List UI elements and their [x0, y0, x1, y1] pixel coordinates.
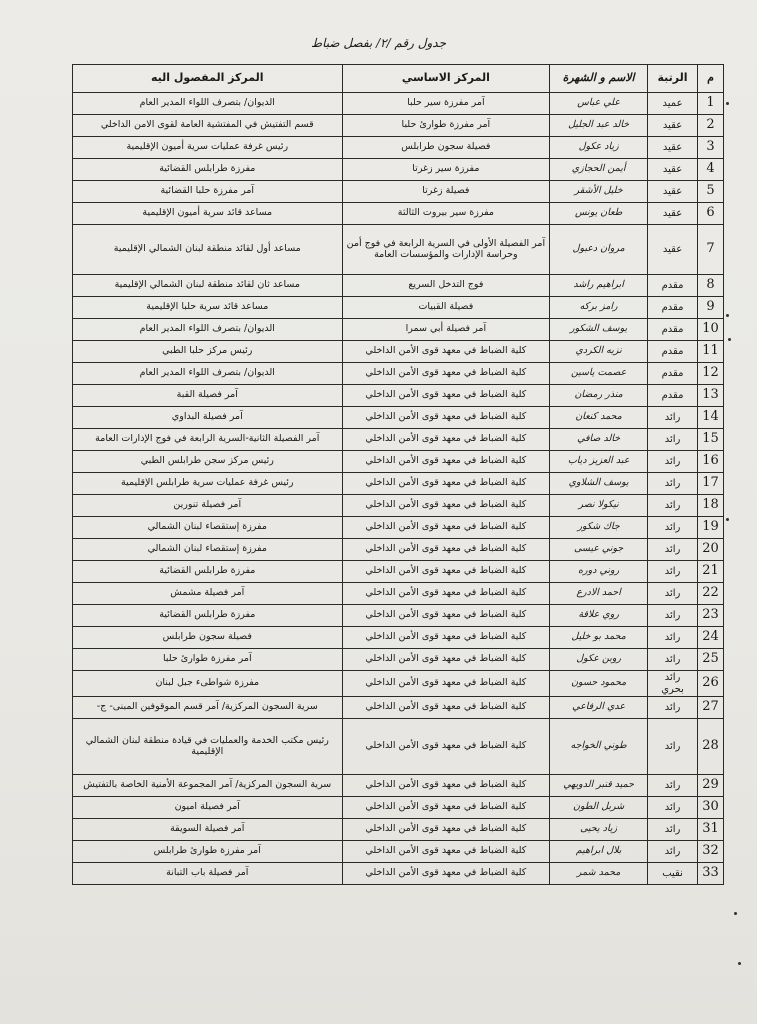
cell-dest: مساعد قائد سرية أميون الإقليمية	[73, 203, 343, 225]
cell-rank: رائد	[648, 627, 698, 649]
table-row	[73, 583, 724, 605]
table-row	[73, 649, 724, 671]
cell-rank: نقيب	[648, 863, 698, 885]
cell-base: كلية الضباط في معهد قوى الأمن الداخلي	[342, 385, 550, 407]
cell-dest: مفرزة طرابلس القضائية	[73, 605, 343, 627]
cell-base: فصيلة القبيات	[342, 297, 550, 319]
cell-base: كلية الضباط في معهد قوى الأمن الداخلي	[342, 627, 550, 649]
cell-dest: فصيلة سجون طرابلس	[73, 627, 343, 649]
cell-name: عدي الرفاعي	[550, 697, 648, 719]
table-row	[73, 203, 724, 225]
cell-name: زياد عكول	[550, 137, 648, 159]
cell-rank: رائد	[648, 495, 698, 517]
cell-dest: مساعد ثان لقائد منطقة لبنان الشمالي الإقليمية	[73, 275, 343, 297]
cell-name: يوسف الشلاوي	[550, 473, 648, 495]
cell-dest: رئيس مركز سجن طرابلس الطبي	[73, 451, 343, 473]
cell-base: آمر مفرزة طوارئ حلبا	[342, 115, 550, 137]
cell-rank: عقيد	[648, 159, 698, 181]
cell-name: مروان دعبول	[550, 225, 648, 275]
table-row	[73, 275, 724, 297]
margin-mark	[726, 518, 729, 521]
cell-rank: رائد	[648, 583, 698, 605]
cell-rank: رائد بحري	[648, 671, 698, 697]
cell-no: 25	[698, 649, 724, 671]
cell-no: 21	[698, 561, 724, 583]
cell-rank: رائد	[648, 517, 698, 539]
cell-rank: رائد	[648, 407, 698, 429]
table-row	[73, 93, 724, 115]
cell-rank: مقدم	[648, 297, 698, 319]
cell-dest: مساعد أول لقائد منطقة لبنان الشمالي الإقليمية	[73, 225, 343, 275]
cell-name: محمد بو خليل	[550, 627, 648, 649]
table-row	[73, 451, 724, 473]
cell-no: 31	[698, 819, 724, 841]
table-row	[73, 517, 724, 539]
cell-dest: آمر مفرزة طوارئ طرابلس	[73, 841, 343, 863]
cell-base: كلية الضباط في معهد قوى الأمن الداخلي	[342, 495, 550, 517]
cell-name: منذر رمضان	[550, 385, 648, 407]
table-row	[73, 225, 724, 275]
cell-name: روني دوره	[550, 561, 648, 583]
cell-dest: آمر فصيلة البداوي	[73, 407, 343, 429]
cell-name: خليل الأشقر	[550, 181, 648, 203]
cell-no: 13	[698, 385, 724, 407]
header-base: المركز الاساسي	[342, 65, 550, 93]
cell-dest: قسم التفتيش في المفتشية العامة لقوى الامن الداخلي	[73, 115, 343, 137]
cell-dest: مساعد قائد سرية حلبا الإقليمية	[73, 297, 343, 319]
table-row	[73, 841, 724, 863]
margin-mark	[728, 338, 731, 341]
cell-rank: رائد	[648, 539, 698, 561]
cell-name: خالد صافي	[550, 429, 648, 451]
cell-base: آمر فصيلة أبي سمرا	[342, 319, 550, 341]
cell-name: علي عباس	[550, 93, 648, 115]
cell-rank: عقيد	[648, 225, 698, 275]
cell-name: ابراهيم راشد	[550, 275, 648, 297]
table-row	[73, 561, 724, 583]
cell-base: كلية الضباط في معهد قوى الأمن الداخلي	[342, 407, 550, 429]
cell-dest: مفرزة طرابلس القضائية	[73, 159, 343, 181]
cell-name: بلال ابراهيم	[550, 841, 648, 863]
cell-base: كلية الضباط في معهد قوى الأمن الداخلي	[342, 649, 550, 671]
table-row	[73, 539, 724, 561]
cell-no: 3	[698, 137, 724, 159]
cell-base: كلية الضباط في معهد قوى الأمن الداخلي	[342, 539, 550, 561]
cell-no: 6	[698, 203, 724, 225]
cell-base: آمر الفصيلة الأولى في السرية الرابعة في فوج أمن وحراسة الإدارات والمؤسسات العامة	[342, 225, 550, 275]
margin-mark	[726, 102, 729, 105]
cell-name: نزيه الكردي	[550, 341, 648, 363]
cell-dest: آمر مفرزة حلبا القضائية	[73, 181, 343, 203]
table-row	[73, 159, 724, 181]
cell-rank: رائد	[648, 451, 698, 473]
header-no: م	[698, 65, 724, 93]
cell-dest: آمر فصيلة تنورين	[73, 495, 343, 517]
table-header-row	[73, 65, 724, 93]
cell-base: كلية الضباط في معهد قوى الأمن الداخلي	[342, 583, 550, 605]
table-row	[73, 407, 724, 429]
cell-rank: عميد	[648, 93, 698, 115]
cell-dest: رئيس مركز حلبا الطبي	[73, 341, 343, 363]
cell-name: عبد العزيز دياب	[550, 451, 648, 473]
cell-rank: مقدم	[648, 385, 698, 407]
cell-no: 24	[698, 627, 724, 649]
cell-base: فوج التدخل السريع	[342, 275, 550, 297]
cell-no: 2	[698, 115, 724, 137]
cell-base: كلية الضباط في معهد قوى الأمن الداخلي	[342, 697, 550, 719]
table-row	[73, 115, 724, 137]
cell-no: 29	[698, 775, 724, 797]
cell-no: 15	[698, 429, 724, 451]
table-row	[73, 181, 724, 203]
cell-no: 16	[698, 451, 724, 473]
header-dest: المركز المفصول اليه	[73, 65, 343, 93]
cell-name: روبن عكول	[550, 649, 648, 671]
cell-no: 20	[698, 539, 724, 561]
cell-base: كلية الضباط في معهد قوى الأمن الداخلي	[342, 451, 550, 473]
cell-base: كلية الضباط في معهد قوى الأمن الداخلي	[342, 473, 550, 495]
cell-base: كلية الضباط في معهد قوى الأمن الداخلي	[342, 517, 550, 539]
cell-dest: مفرزة طرابلس القضائية	[73, 561, 343, 583]
cell-base: كلية الضباط في معهد قوى الأمن الداخلي	[342, 863, 550, 885]
cell-name: طعان يونس	[550, 203, 648, 225]
cell-name: جاك شكور	[550, 517, 648, 539]
table-row	[73, 429, 724, 451]
cell-rank: مقدم	[648, 275, 698, 297]
cell-dest: سرية السجون المركزية/ آمر المجموعة الأمنية الخاصة بالتفتيش	[73, 775, 343, 797]
table-row	[73, 819, 724, 841]
cell-base: كلية الضباط في معهد قوى الأمن الداخلي	[342, 797, 550, 819]
cell-name: نيكولا نصر	[550, 495, 648, 517]
cell-base: فصيلة سجون طرابلس	[342, 137, 550, 159]
cell-rank: رائد	[648, 561, 698, 583]
cell-rank: عقيد	[648, 115, 698, 137]
cell-base: كلية الضباط في معهد قوى الأمن الداخلي	[342, 363, 550, 385]
cell-dest: رئيس غرفة عمليات سرية أميون الإقليمية	[73, 137, 343, 159]
cell-rank: رائد	[648, 819, 698, 841]
margin-mark	[726, 314, 729, 317]
document-title: جدول رقم /٢/ بفصل ضباط	[310, 36, 446, 50]
margin-mark	[734, 912, 737, 915]
cell-rank: عقيد	[648, 203, 698, 225]
cell-dest: الديوان/ بتصرف اللواء المدير العام	[73, 363, 343, 385]
cell-dest: مفرزة إستقصاء لبنان الشمالي	[73, 517, 343, 539]
cell-name: طوني الخواجه	[550, 719, 648, 775]
cell-rank: عقيد	[648, 137, 698, 159]
table-row	[73, 627, 724, 649]
cell-dest: سرية السجون المركزية/ آمر قسم الموقوفين المبنى- ج-	[73, 697, 343, 719]
cell-rank: مقدم	[648, 319, 698, 341]
cell-no: 26	[698, 671, 724, 697]
cell-name: خالد عبد الجليل	[550, 115, 648, 137]
cell-dest: الديوان/ بتصرف اللواء المدير العام	[73, 319, 343, 341]
table-row	[73, 319, 724, 341]
cell-dest: آمر فصيلة السويقة	[73, 819, 343, 841]
cell-no: 8	[698, 275, 724, 297]
officers-table	[72, 64, 724, 885]
table-row	[73, 495, 724, 517]
cell-no: 4	[698, 159, 724, 181]
cell-name: محمد كنعان	[550, 407, 648, 429]
cell-base: كلية الضباط في معهد قوى الأمن الداخلي	[342, 719, 550, 775]
cell-no: 5	[698, 181, 724, 203]
table-row	[73, 605, 724, 627]
cell-base: كلية الضباط في معهد قوى الأمن الداخلي	[342, 819, 550, 841]
cell-no: 19	[698, 517, 724, 539]
cell-name: عصمت ياسين	[550, 363, 648, 385]
cell-no: 30	[698, 797, 724, 819]
cell-rank: عقيد	[648, 181, 698, 203]
table-row	[73, 297, 724, 319]
cell-no: 7	[698, 225, 724, 275]
cell-no: 1	[698, 93, 724, 115]
table-row	[73, 719, 724, 775]
table-row	[73, 341, 724, 363]
cell-base: كلية الضباط في معهد قوى الأمن الداخلي	[342, 671, 550, 697]
table-row	[73, 797, 724, 819]
cell-base: آمر مفرزة سير حلبا	[342, 93, 550, 115]
cell-no: 32	[698, 841, 724, 863]
cell-no: 17	[698, 473, 724, 495]
cell-no: 14	[698, 407, 724, 429]
cell-base: مفرزة سير بيروت الثالثة	[342, 203, 550, 225]
table-row	[73, 671, 724, 697]
cell-dest: آمر مفرزة طوارئ حلبا	[73, 649, 343, 671]
cell-base: كلية الضباط في معهد قوى الأمن الداخلي	[342, 605, 550, 627]
table-row	[73, 775, 724, 797]
cell-name: محمد شمر	[550, 863, 648, 885]
cell-base: كلية الضباط في معهد قوى الأمن الداخلي	[342, 841, 550, 863]
cell-name: يوسف الشكور	[550, 319, 648, 341]
cell-rank: مقدم	[648, 341, 698, 363]
cell-no: 10	[698, 319, 724, 341]
cell-rank: رائد	[648, 841, 698, 863]
cell-rank: رائد	[648, 797, 698, 819]
cell-name: حميد قنبر الدويهي	[550, 775, 648, 797]
cell-rank: مقدم	[648, 363, 698, 385]
cell-rank: رائد	[648, 473, 698, 495]
cell-dest: رئيس مكتب الخدمة والعمليات في قيادة منطقة لبنان الشمالي الإقليمية	[73, 719, 343, 775]
cell-no: 33	[698, 863, 724, 885]
cell-base: كلية الضباط في معهد قوى الأمن الداخلي	[342, 341, 550, 363]
cell-base: فصيلة زغرتا	[342, 181, 550, 203]
cell-no: 18	[698, 495, 724, 517]
cell-name: رامز بركه	[550, 297, 648, 319]
table-row	[73, 473, 724, 495]
cell-name: شربل الطون	[550, 797, 648, 819]
cell-no: 28	[698, 719, 724, 775]
margin-mark	[738, 962, 741, 965]
cell-no: 22	[698, 583, 724, 605]
cell-name: محمود حسون	[550, 671, 648, 697]
cell-name: روي علاقة	[550, 605, 648, 627]
table-row	[73, 385, 724, 407]
cell-dest: آمر فصيلة القبة	[73, 385, 343, 407]
header-name: الاسم و الشهرة	[550, 65, 648, 93]
cell-no: 27	[698, 697, 724, 719]
cell-no: 12	[698, 363, 724, 385]
cell-name: أيمن الحجازي	[550, 159, 648, 181]
cell-dest: مفرزة شواطىء جبل لبنان	[73, 671, 343, 697]
cell-base: كلية الضباط في معهد قوى الأمن الداخلي	[342, 561, 550, 583]
cell-dest: مفرزة إستقصاء لبنان الشمالي	[73, 539, 343, 561]
header-rank: الرتبة	[648, 65, 698, 93]
table-row	[73, 363, 724, 385]
table-row	[73, 137, 724, 159]
cell-no: 11	[698, 341, 724, 363]
cell-rank: رائد	[648, 719, 698, 775]
cell-dest: رئيس غرفة عمليات سرية طرابلس الإقليمية	[73, 473, 343, 495]
cell-rank: رائد	[648, 429, 698, 451]
cell-rank: رائد	[648, 605, 698, 627]
cell-dest: آمر فصيلة مشمش	[73, 583, 343, 605]
cell-dest: الديوان/ بتصرف اللواء المدير العام	[73, 93, 343, 115]
cell-name: جوني عيسى	[550, 539, 648, 561]
cell-no: 9	[698, 297, 724, 319]
cell-name: زياد يحيى	[550, 819, 648, 841]
cell-base: كلية الضباط في معهد قوى الأمن الداخلي	[342, 775, 550, 797]
cell-dest: آمر الفصيلة الثانية-السرية الرابعة في فوج الإدارات العامة	[73, 429, 343, 451]
cell-name: احمد الادرع	[550, 583, 648, 605]
cell-base: كلية الضباط في معهد قوى الأمن الداخلي	[342, 429, 550, 451]
cell-rank: رائد	[648, 775, 698, 797]
cell-base: مفرزة سير زغرتا	[342, 159, 550, 181]
cell-no: 23	[698, 605, 724, 627]
table-row	[73, 697, 724, 719]
table-row	[73, 863, 724, 885]
cell-dest: آمر فصيلة باب التبانة	[73, 863, 343, 885]
cell-rank: رائد	[648, 649, 698, 671]
cell-dest: آمر فصيلة اميون	[73, 797, 343, 819]
cell-rank: رائد	[648, 697, 698, 719]
